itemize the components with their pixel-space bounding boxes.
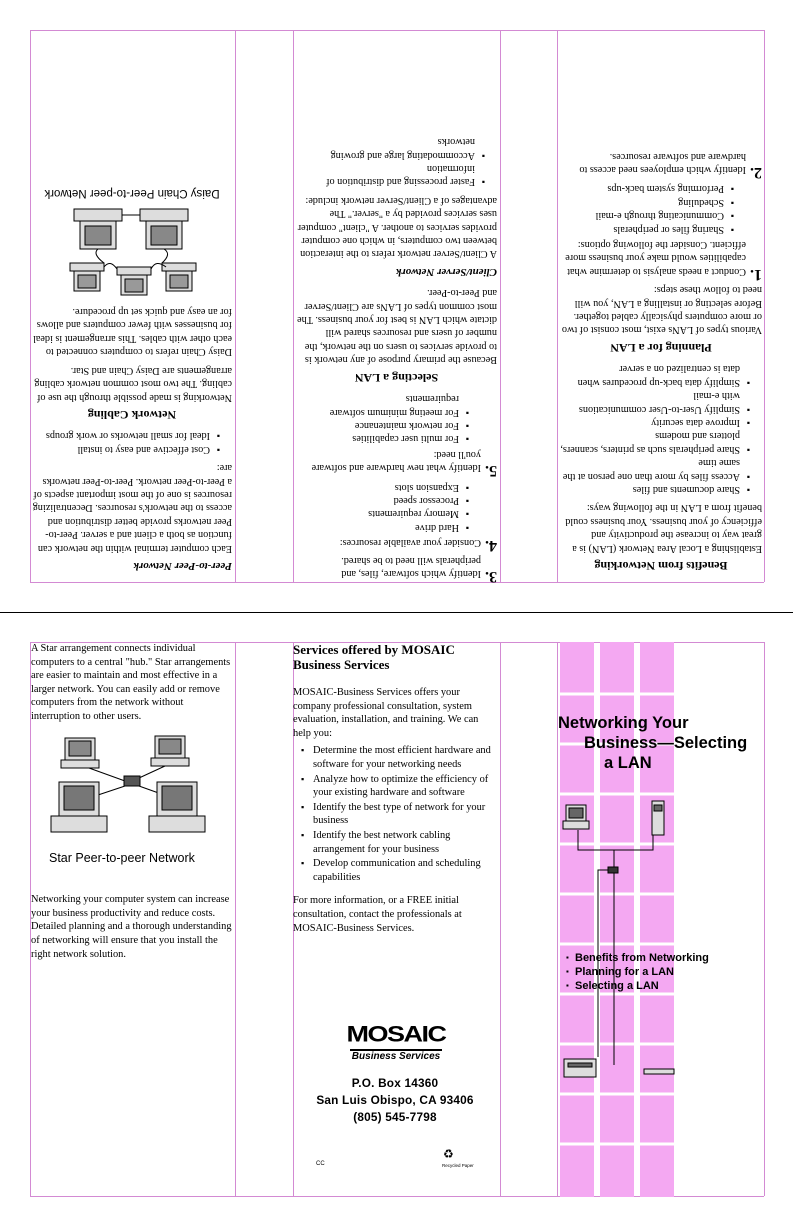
section-heading: Selecting a LAN xyxy=(354,370,439,385)
list-item: ▪ Scheduling xyxy=(560,195,734,208)
step-number: 1. xyxy=(750,265,762,283)
step-number: 3. xyxy=(485,568,497,585)
list-item: ▪ Share documents and files xyxy=(560,483,750,496)
list-item xyxy=(296,553,497,585)
daisy-chain-illustration xyxy=(42,204,222,299)
list-item: ▪ Planning for a LAN xyxy=(566,965,709,979)
section-heading: Client/Server Network xyxy=(395,265,497,278)
column-guide xyxy=(293,30,294,582)
list-item: ▪ Access files by more than one person at the same time xyxy=(560,456,750,483)
paragraph: Various types of LANs exist, most consist of two or more computers physically cabled together. Before selecting or installing a LAN, you will need to follow these steps: xyxy=(561,284,762,336)
column-guide xyxy=(235,642,236,1196)
paragraph: For more information, or a FREE initial consultation, contact the professionals at MOSAIC-Business Services. xyxy=(293,895,462,934)
column-guide xyxy=(500,642,501,1196)
column-guide xyxy=(764,642,765,1196)
list-item: ▪ Hard drive xyxy=(296,520,469,533)
illustration-caption: Star Peer-to-peer Network xyxy=(49,850,195,865)
column-guide xyxy=(557,30,558,582)
panel-services xyxy=(293,642,498,943)
section-heading: Benefits from Networking xyxy=(594,559,728,573)
cover-title xyxy=(558,713,763,773)
step-text: Consider your available resources: xyxy=(339,537,481,549)
cover-title-line: Networking Your xyxy=(558,714,689,732)
list-item xyxy=(296,480,497,555)
list-item: ▪ Memory requirements xyxy=(296,507,469,520)
list-item: ▪ Expansion slots xyxy=(296,480,469,493)
hub-icon xyxy=(124,776,140,786)
list-item: ▪ Analyze how to optimize the efficiency of your existing hardware and software xyxy=(301,773,498,800)
bullet-list xyxy=(296,392,469,446)
step-text: Identify what new hardware and software you'll need: xyxy=(311,448,481,474)
list-item: ▪ Performing system back-ups xyxy=(560,182,734,195)
bullet-list xyxy=(32,429,220,456)
mosaic-logo xyxy=(330,1022,462,1064)
paragraph: Networking is made possible through the use of cabling. The two most common network cabling arrangements are Daisy Chain and Star. xyxy=(34,364,232,403)
list-item: ▪ Sharing files or peripherals xyxy=(560,222,734,235)
panel-selecting-lan xyxy=(296,32,497,585)
phone-number: (805) 545-7798 xyxy=(353,1110,437,1124)
step-text: Identify which software, files, and peripherals will need to be shared. xyxy=(341,554,481,579)
list-item: ▪ Accommodating large and growing networks xyxy=(296,135,485,162)
address-line: P.O. Box 14360 xyxy=(351,1076,439,1090)
recycled-paper-label: Recycled Paper xyxy=(442,1163,474,1168)
illustration-caption: Daisy Chain Peer-to-peer Network xyxy=(44,186,220,199)
step-number: 5. xyxy=(485,462,497,480)
margin-guide-top-bottom xyxy=(30,582,764,583)
list-item: ▪ Develop communication and scheduling capabilities xyxy=(301,857,498,884)
steps-list xyxy=(560,149,762,283)
list-item: ▪ Ideal for small networks or work groups xyxy=(32,429,220,442)
steps-list xyxy=(296,392,497,585)
list-item: ▪ Cost effective and easy to install xyxy=(32,442,220,455)
list-item: ▪ Processor speed xyxy=(296,494,469,507)
panel-star-network xyxy=(31,642,233,969)
list-item: ▪ Selecting a LAN xyxy=(566,979,709,993)
column-guide xyxy=(235,30,236,582)
list-item: ▪ Improve data security xyxy=(560,416,750,429)
list-item: ▪ For network maintenance xyxy=(296,419,469,432)
column-guide xyxy=(30,30,31,582)
section-heading: Peer-to-Peer Network xyxy=(133,560,232,572)
list-item: ▪ Share peripherals such as printers, scanners, plotters and modems xyxy=(560,429,750,456)
services-list xyxy=(301,744,498,884)
cover-topics-list xyxy=(566,951,709,993)
step-text: Conduct a needs analysis to determine what capabilities would make your business more efficient. Consider the following options: xyxy=(565,239,746,277)
paragraph: A Star arrangement connects individual computers to a central "hub." Star arrangements are easier to maintain and most effective in a larger network. You can easily add or remove computers from the network without interruption to other users. xyxy=(31,643,231,722)
paragraph: A Client/Server network refers to the interaction between two computers, in which one computer provides services to another. A "client" computer uses services provided by a "server." The advantages of a Client/Server network include: xyxy=(297,194,497,260)
paragraph: Daisy Chain refers to computers connected to each other with cables. This arrangement is ideal for businesses with fewer computers and allows for an easy and quick set up procedure. xyxy=(33,306,232,358)
bullet-list xyxy=(560,362,750,496)
paragraph: Each computer terminal within the network can function as both a client and a server. Peer-to-Peer networks provide better distribution and access to the network's resources. Decentralizing resources is one of the most important aspects of a Peer-to-Peer network. Peer-to-Peer networks are: xyxy=(32,462,232,554)
cover-title-line: Business—Selecting xyxy=(584,734,748,752)
list-item: ▪ Benefits from Networking xyxy=(566,951,709,965)
step-text: Identify which employees need access to hardware and software resources. xyxy=(579,150,746,176)
logo-subtitle: Business Services xyxy=(351,1051,441,1062)
column-guide xyxy=(764,30,765,582)
paragraph: MOSAIC-Business Services offers your company professional consultation, system evaluation, installation, and training. We can help you: xyxy=(293,687,479,739)
list-item: ▪ Communicating through e-mail xyxy=(560,209,734,222)
panel-benefits xyxy=(560,32,762,580)
cc-mark: CC xyxy=(316,1161,325,1167)
logo-wordmark: MOSAIC xyxy=(346,1021,446,1047)
list-item xyxy=(560,149,762,182)
section-heading: Network Cabling xyxy=(87,407,177,422)
contact-address xyxy=(300,1075,490,1126)
margin-guide-top xyxy=(30,30,764,31)
list-item: ▪ Simplify User-to-User communications with e-mail xyxy=(560,389,750,416)
paragraph: Because the primary purpose of any network is to provide services to users on the network, the number of users and resources shared will dictate which LAN is best for your business. The most common types of LANs are Client/Server and Peer-to-Peer. xyxy=(297,287,497,366)
section-heading: Services offered by MOSAIC Business Services xyxy=(293,642,455,672)
section-heading: Planning for a LAN xyxy=(610,340,712,355)
cover-title-line: a LAN xyxy=(604,754,652,772)
list-item: ▪ Simplify data back-up procedures when data is centralized on a server xyxy=(560,362,750,389)
star-network-illustration xyxy=(45,734,215,842)
list-item: ▪ For meeting minimum software requirements xyxy=(296,392,469,419)
step-number: 4. xyxy=(485,537,497,555)
list-item: ▪ Determine the most efficient hardware and software for your networking needs xyxy=(301,744,498,771)
list-item: ▪ Faster processing and distribution of information xyxy=(296,162,485,189)
list-item: ▪ Identify the best network cabling arrangement for your business xyxy=(301,829,498,856)
cover-network-illustration xyxy=(558,795,688,1085)
paragraph: Establishing a Local Area Network (LAN) is a great way to increase the productivity and efficiency of your business. Your business could benefit from a LAN in the following ways: xyxy=(565,502,762,554)
recycle-icon: ♻ xyxy=(443,1147,454,1161)
step-number: 2. xyxy=(750,164,762,182)
column-guide xyxy=(500,30,501,582)
list-item xyxy=(296,392,497,480)
page-divider xyxy=(0,612,793,613)
bullet-list xyxy=(296,480,469,534)
address-line: San Luis Obispo, CA 93406 xyxy=(316,1093,474,1107)
paragraph: Networking your computer system can increase your business productivity and reduce costs. Detailed planning and a thorough understanding of networking will ensure that you install the right network solution. xyxy=(31,894,232,960)
list-item xyxy=(560,182,762,283)
panel-peer-to-peer xyxy=(32,32,232,580)
bullet-list xyxy=(560,182,734,236)
list-item: ▪ Identify the best type of network for your business xyxy=(301,801,498,828)
bullet-list xyxy=(296,135,485,189)
list-item: ▪ For multi user capabilities xyxy=(296,432,469,445)
